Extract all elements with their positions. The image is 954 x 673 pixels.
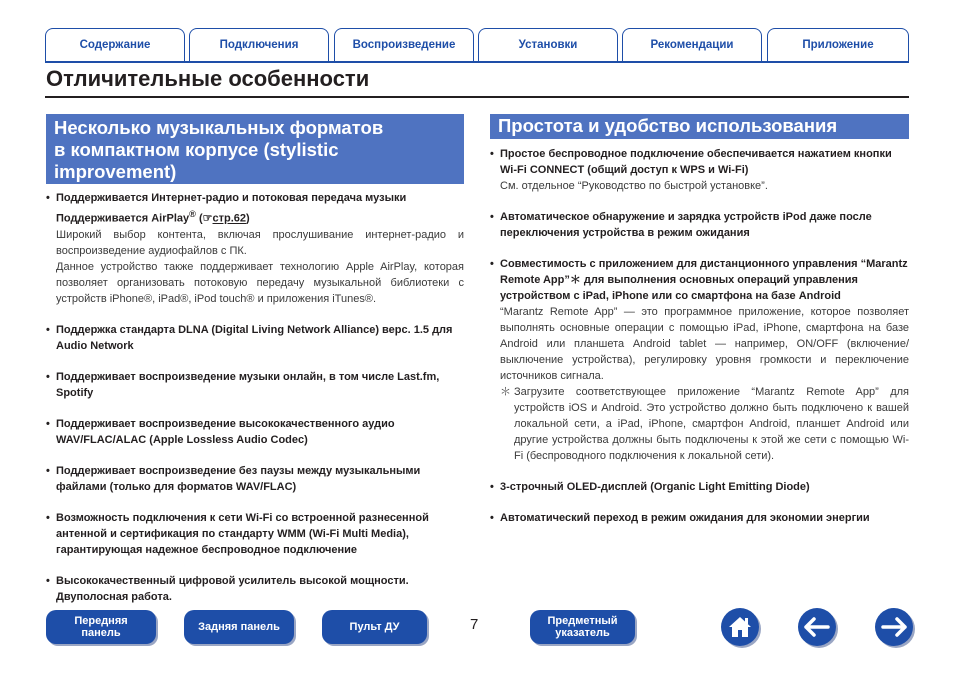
feature-title: Высококачественный цифровой усилитель высокой мощности. Двуполосная работа.: [56, 574, 409, 603]
front-panel-button[interactable]: [46, 610, 156, 644]
home-button[interactable]: [721, 608, 759, 646]
page-title: Отличительные особенности: [46, 66, 370, 91]
feature-item: [46, 463, 464, 495]
tab-contents[interactable]: Содержание: [45, 28, 185, 61]
right-column: [490, 146, 909, 526]
bullet: •: [490, 481, 494, 493]
feature-title: [56, 206, 464, 227]
bullet: •: [46, 370, 50, 383]
feature-title: Простое беспроводное подключение обеспечивается нажатием кнопки Wi-Fi CONNECT (общий доступ к WPS и Wi-Fi): [500, 148, 892, 176]
feature-description: Данное устройство также поддерживает технологию Apple AirPlay, которая позволяет организовать потоковую передачу музыкальной библиотеки с устройств iPhone®, iPad®, iPod touch® и приложения iTunes®.: [56, 260, 464, 305]
feature-title: Возможность подключения к сети Wi-Fi со встроенной разнесенной антенной и сертификация по стандарту WMM (Wi-Fi Multi Media), гарантирующая надежное беспроводное подключение: [56, 511, 429, 556]
arrow-left-icon: [804, 617, 830, 637]
title-divider: [45, 96, 909, 98]
front-panel-label-2: панель: [81, 627, 121, 639]
feature-description: “Marantz Remote App” — это программное приложение, которое позволяет выполнять основные операции с помощью iPad, iPhone, смартфона на базе Android или планшета Android tablet — например, ON/OFF (включение/выключение устройства), регулировку уровня громкости и переключение источников сигнала.: [500, 306, 909, 382]
feature-item: [490, 256, 909, 464]
home-icon: [727, 615, 753, 639]
paren-close: ): [246, 212, 250, 225]
bullet: •: [46, 574, 50, 587]
feature-title: Автоматическое обнаружение и зарядка устройств iPod даже после переключения устройства в режим ожидания: [500, 211, 872, 239]
tab-tips[interactable]: Рекомендации: [622, 28, 762, 61]
page-link[interactable]: стр.62: [212, 212, 247, 225]
bullet: •: [46, 417, 50, 430]
feature-description: Широкий выбор контента, включая прослушивание интернет-радио и воспроизведение аудиофайлов с ПК.: [56, 228, 464, 257]
airplay-label: Поддерживается AirPlay: [56, 212, 190, 225]
tab-bar: [45, 28, 909, 62]
bullet: •: [490, 148, 494, 160]
bullet: •: [46, 192, 50, 204]
right-section-heading: Простота и удобство использования: [490, 114, 909, 139]
front-panel-label-1: Передняя: [74, 615, 128, 627]
bullet: •: [490, 258, 494, 270]
feature-item: [490, 146, 909, 194]
bullet: •: [46, 464, 50, 477]
tab-playback[interactable]: Воспроизведение: [334, 28, 474, 61]
footnote-text: Загрузите соответствующее приложение “Marantz Remote App” для устройств iOS и Android. Это устройство должно быть подключено к вашей локальной сети, а iPad, iPhone, смартфон Android, планшет Android или другие устройства должны быть подключены к этой же сети с помощью Wi-Fi (беспроводного подключения к локальной сети).: [514, 386, 909, 462]
arrow-right-icon: [881, 617, 907, 637]
feature-title: 3-строчный OLED-дисплей (Organic Light Emitting Diode): [500, 481, 810, 493]
back-button[interactable]: [798, 608, 836, 646]
feature-title: Автоматический переход в режим ожидания для экономии энергии: [500, 512, 870, 524]
feature-item: [46, 369, 464, 401]
feature-item: [46, 510, 464, 558]
feature-title: Поддержка стандарта DLNA (Digital Living Network Alliance) верс. 1.5 для Audio Network: [56, 323, 453, 352]
feature-item: [490, 479, 909, 495]
feature-title: Поддерживается Интернет-радио и потоковая передача музыки: [56, 192, 407, 204]
asterisk-mark: ＊: [500, 386, 511, 398]
rear-panel-button[interactable]: Задняя панель: [184, 610, 294, 644]
feature-item: [46, 573, 464, 605]
remote-control-button[interactable]: Пульт ДУ: [322, 610, 427, 644]
feature-title: Поддерживает воспроизведение без паузы между музыкальными файлами (только для форматов WAV/FLAC): [56, 464, 421, 493]
paren-open: (: [195, 212, 203, 225]
bullet: •: [46, 323, 50, 336]
index-label-1: Предметный: [547, 615, 618, 627]
index-button[interactable]: [530, 610, 635, 644]
feature-title: Совместимость с приложением для дистанционного управления “Marantz Remote App”＊ для выполнения основных операций управления устройством с iPad, iPhone или со смартфона на базе Android: [500, 258, 908, 302]
feature-title: Поддерживает воспроизведение музыки онлайн, в том числе Last.fm, Spotify: [56, 370, 440, 399]
feature-title: Поддерживает воспроизведение высококачественного аудио WAV/FLAC/ALAC (Apple Lossless Audio Codec): [56, 417, 395, 446]
left-heading-line3: improvement): [54, 161, 177, 182]
tab-connections[interactable]: Подключения: [189, 28, 329, 61]
bullet: •: [490, 512, 494, 524]
left-section-heading: [46, 114, 464, 184]
left-heading-line1: Несколько музыкальных форматов: [54, 117, 384, 138]
tab-appendix[interactable]: Приложение: [767, 28, 909, 61]
forward-button[interactable]: [875, 608, 913, 646]
tabs-underline: [45, 61, 909, 63]
left-heading-line2: в компактном корпусе (stylistic: [54, 139, 339, 160]
registered-mark: ®: [189, 209, 196, 219]
feature-item: [490, 209, 909, 241]
feature-item: [46, 190, 464, 307]
index-label-2: указатель: [555, 627, 610, 639]
left-column: [46, 190, 464, 605]
feature-item: [46, 322, 464, 354]
feature-item: [46, 416, 464, 448]
page-number: 7: [470, 616, 479, 633]
feature-description: См. отдельное “Руководство по быстрой установке”.: [500, 180, 768, 192]
footnote: [500, 384, 909, 464]
feature-item: [490, 510, 909, 526]
bullet: •: [490, 211, 494, 223]
tab-settings[interactable]: Установки: [478, 28, 618, 61]
page-reference-icon: ☞: [202, 212, 213, 225]
bullet: •: [46, 511, 50, 524]
